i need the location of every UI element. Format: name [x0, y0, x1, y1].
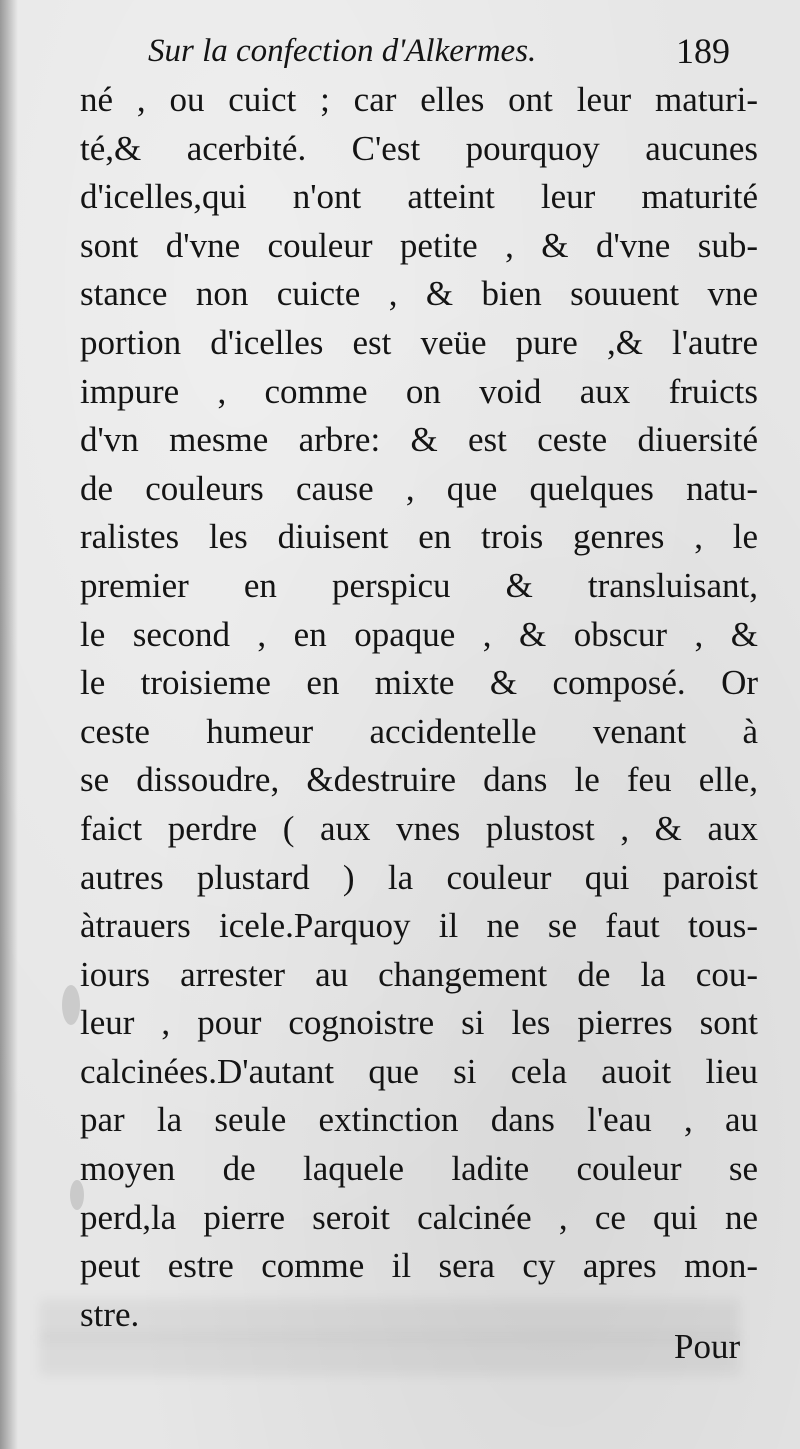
text-line: calcinées.D'autant que si cela auoit lieu: [80, 1051, 758, 1091]
text-line: de couleurs cause , que quelques natu-: [80, 468, 758, 508]
text-line: sont d'vne couleur petite , & d'vne sub-: [80, 225, 758, 265]
page-number: 189: [676, 31, 730, 71]
text-line: perd,la pierre seroit calcinée , ce qui ne: [80, 1197, 758, 1237]
ink-smudge: [62, 985, 80, 1025]
text-line: premier en perspicu & transluisant,: [80, 565, 758, 605]
text-line: stre.: [80, 1294, 140, 1334]
text-line: ceste humeur accidentelle venant à: [80, 711, 758, 751]
text-line: stance non cuicte , & bien souuent vne: [80, 274, 758, 314]
text-line: se dissoudre, &destruire dans le feu elle,: [80, 760, 758, 800]
text-line: portion d'icelles est veüe pure ,& l'autre: [80, 322, 758, 362]
catchword: Pour: [674, 1327, 741, 1366]
text-line: d'icelles,qui n'ont atteint leur maturité: [80, 177, 758, 217]
text-line: faict perdre ( aux vnes plustost , & aux: [80, 808, 758, 848]
text-line: autres plustard ) la couleur qui paroist: [80, 857, 758, 897]
text-line: le troisieme en mixte & composé. Or: [80, 663, 758, 703]
text-line: né , ou cuict ; car elles ont leur maturi-: [80, 80, 758, 119]
text-line: d'vn mesme arbre: & est ceste diuersité: [80, 420, 758, 460]
page-edge-shadow: [0, 0, 18, 1449]
text-line: iours arrester au changement de la cou-: [80, 954, 758, 994]
text-line: ralistes les diuisent en trois genres , le: [80, 517, 758, 557]
text-line: peut estre comme il sera cy apres mon-: [80, 1246, 758, 1286]
running-title: Sur la confection d'Alkermes.: [148, 33, 537, 69]
text-line: par la seule extinction dans l'eau , au: [80, 1100, 758, 1140]
text-line: impure , comme on void aux fruicts: [80, 371, 758, 411]
text-line: àtrauers icele.Parquoy il ne se faut tous-: [80, 906, 758, 946]
text-line: moyen de laquele ladite couleur se: [80, 1149, 758, 1189]
body-text: [80, 76, 758, 1339]
text-line: té,& acerbité. C'est pourquoy aucunes: [80, 128, 758, 168]
text-line: leur , pour cognoistre si les pierres sont: [80, 1003, 758, 1043]
show-through-bleed: [40, 1335, 740, 1375]
text-line: le second , en opaque , & obscur , &: [80, 614, 758, 654]
